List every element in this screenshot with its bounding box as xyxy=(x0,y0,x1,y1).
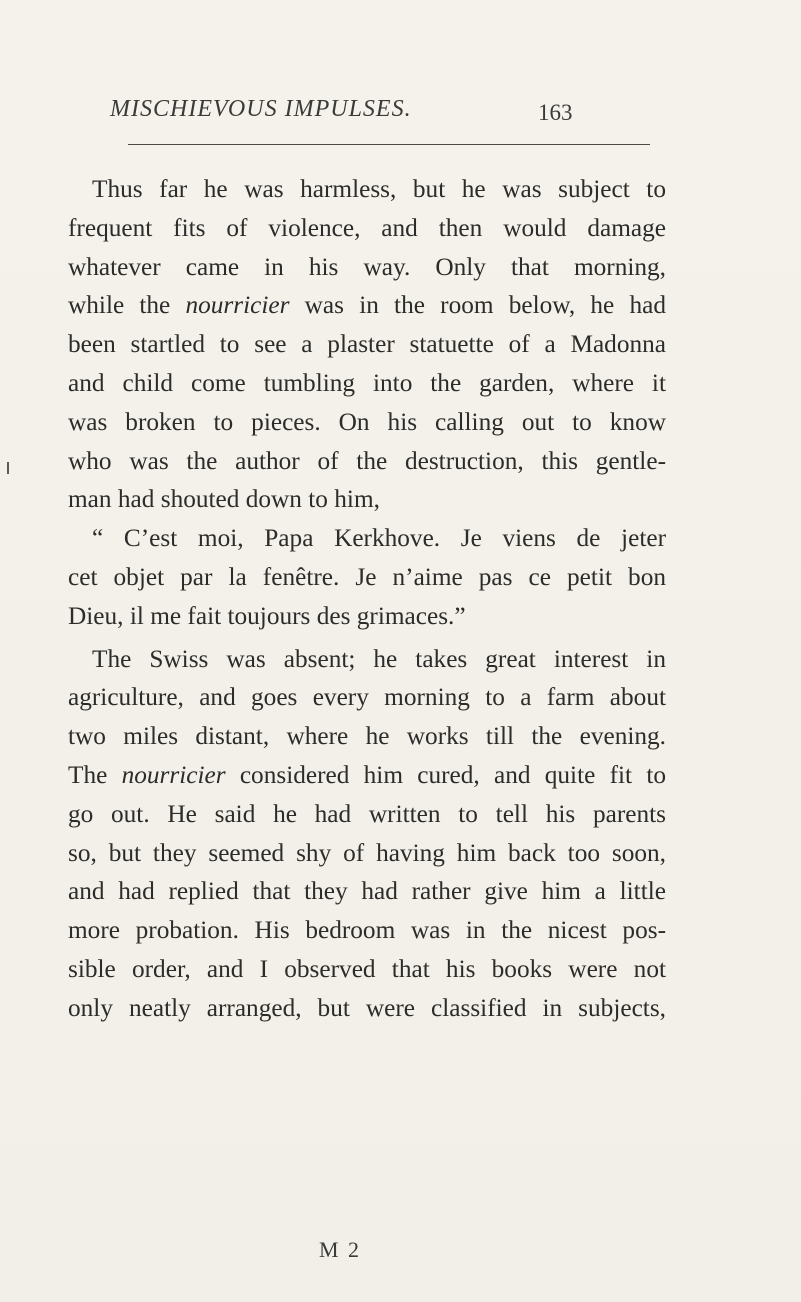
text-line: man had shouted down to him, xyxy=(68,485,380,514)
text-line: sible order, and I observed that his books were not xyxy=(68,954,666,983)
text-line: was broken to pieces. On his calling out to know xyxy=(68,407,666,436)
text-line: The Swiss was absent; he takes great interest in xyxy=(92,644,666,673)
text-line: agriculture, and goes every morning to a farm about xyxy=(68,683,666,712)
text-line: whatever came in his way. Only that morning, xyxy=(68,252,666,281)
text-line: been startled to see a plaster statuette of a Madonna xyxy=(68,330,666,359)
paragraph-2 xyxy=(68,640,666,1028)
text-line: “ C’est moi, Papa Kerkhove. Je viens de jeter xyxy=(92,524,666,553)
signature-mark: M 2 xyxy=(319,1237,362,1262)
text-line: frequent fits of violence, and then would damage xyxy=(68,213,666,242)
text-fragment: while the xyxy=(68,291,186,320)
text-line: only neatly arranged, but were classified in subjects, xyxy=(68,993,666,1022)
text-line: and had replied that they had rather give him a little xyxy=(68,877,666,906)
running-head: MISCHIEVOUS IMPULSES. xyxy=(110,96,412,122)
text-line: who was the author of the destruction, this gentle- xyxy=(68,446,666,475)
text-line xyxy=(68,756,666,795)
header-rule xyxy=(128,144,650,145)
text-line xyxy=(68,286,666,325)
paragraph-1 xyxy=(68,170,666,519)
text-fragment: The xyxy=(68,760,122,789)
text-line: so, but they seemed shy of having him back too soon, xyxy=(68,838,666,867)
quote-paragraph xyxy=(68,519,666,635)
margin-mark xyxy=(7,462,9,474)
text-line: and child come tumbling into the garden, where it xyxy=(68,368,666,397)
text-fragment: considered him cured, and quite fit to xyxy=(225,760,666,789)
text-fragment: was in the room below, he had xyxy=(289,291,666,320)
page-number: 163 xyxy=(538,100,573,125)
text-line: more probation. His bedroom was in the nicest pos- xyxy=(68,916,666,945)
italic-term: nourricier xyxy=(121,760,226,789)
text-line: two miles distant, where he works till the evening. xyxy=(68,722,666,751)
text-line: go out. He said he had written to tell his parents xyxy=(68,799,666,828)
body-text xyxy=(68,170,666,1028)
text-line: Dieu, il me fait toujours des grimaces.” xyxy=(68,601,466,630)
text-line: Thus far he was harmless, but he was subject to xyxy=(92,175,666,203)
italic-term: nourricier xyxy=(185,291,290,320)
text-line: cet objet par la fenêtre. Je n’aime pas ce petit bon xyxy=(68,562,666,591)
